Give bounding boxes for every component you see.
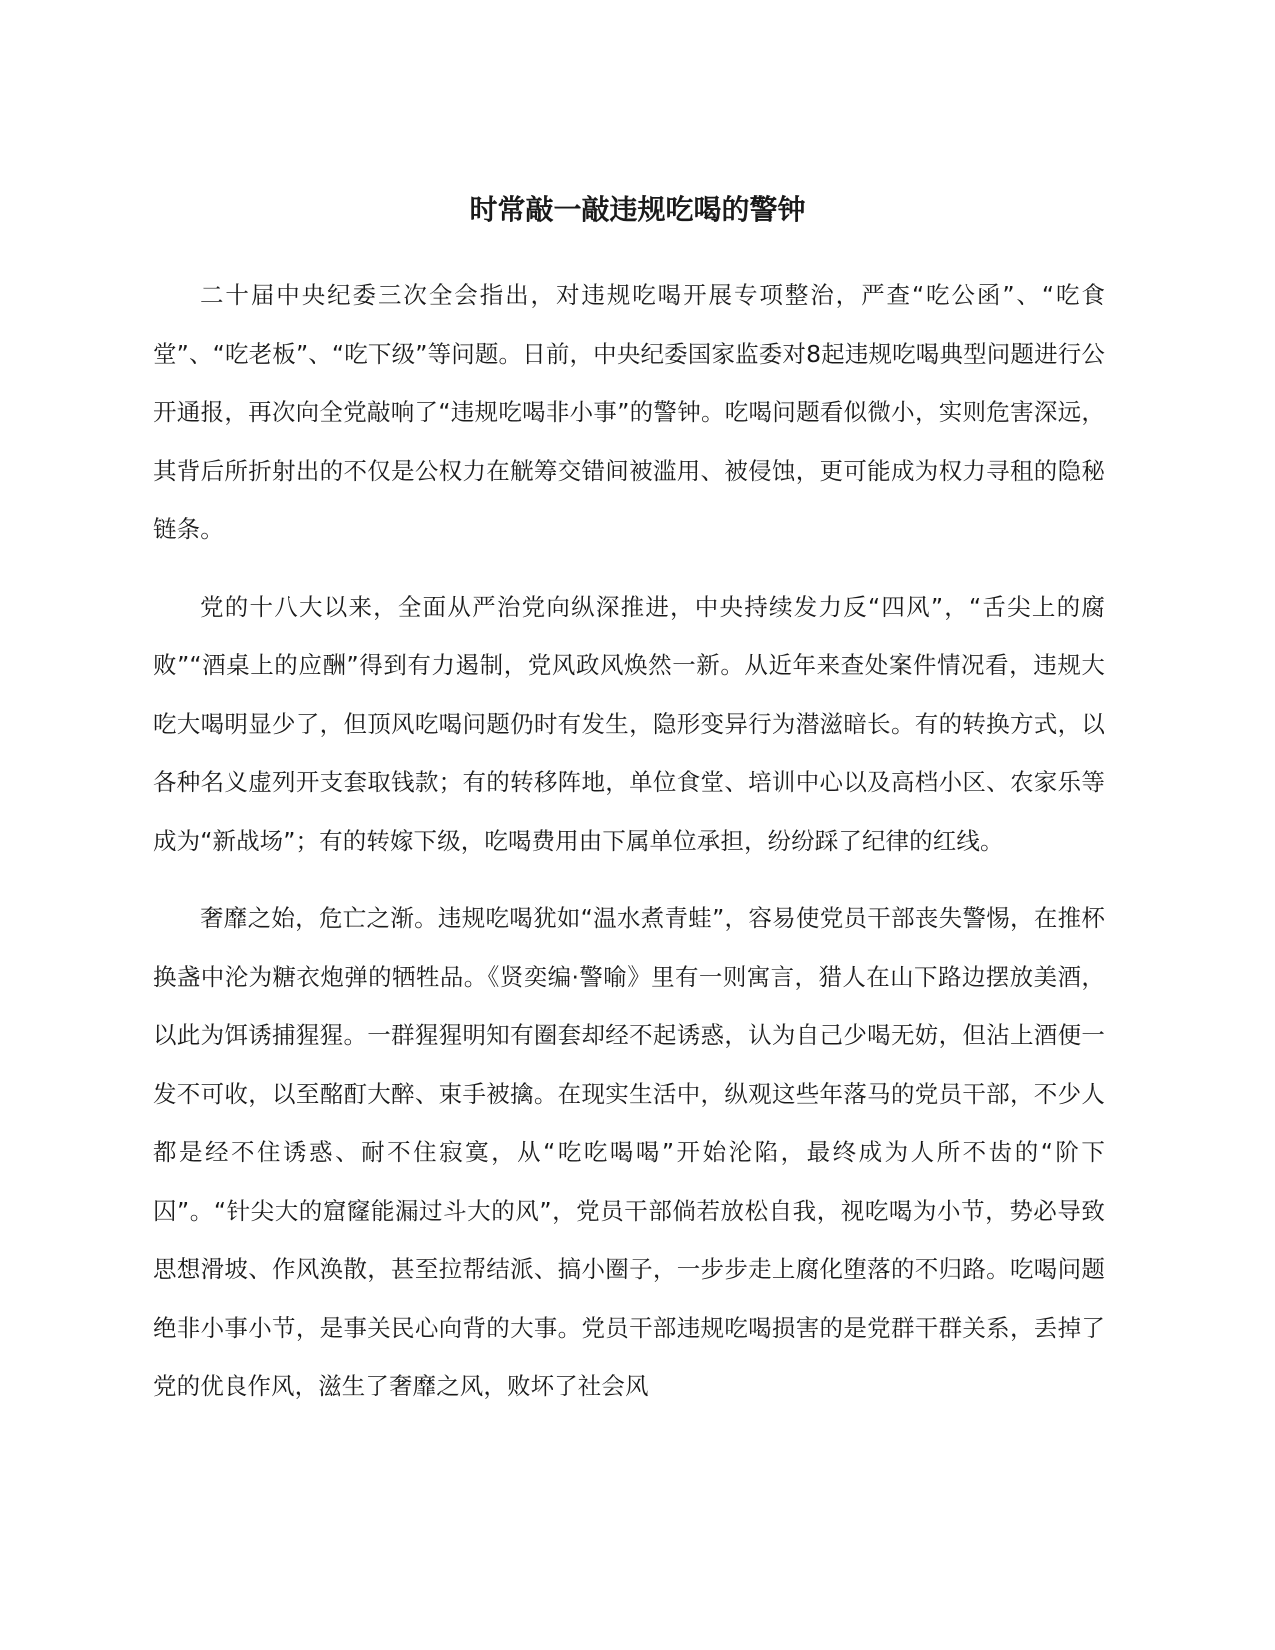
document-title: 时常敲一敲违规吃喝的警钟	[469, 193, 806, 226]
paragraph: 党的十八大以来，全面从严治党向纵深推进，中央持续发力反“四风”，“舌尖上的腐败”“酒桌上的应酬”得到有力遏制，党风政风焕然一新。从近年来查处案件情况看，违规大吃大喝明显少了，但顶风吃喝问题仍时有发生，隐形变异行为潜滋暗长。有的转换方式，以各种名义虚列开支套取钱款；有的转移阵地，单位食堂、培训中心以及高档小区、农家乐等成为“新战场”；有的转嫁下级，吃喝费用由下属单位承担，纷纷踩了纪律的红线。	[153, 592, 1105, 855]
paragraph: 奢靡之始，危亡之渐。违规吃喝犹如“温水煮青蛙”，容易使党员干部丧失警惕，在推杯换盏中沦为糖衣炮弹的牺牲品。《贤奕编·警喻》里有一则寓言，猎人在山下路边摆放美酒，以此为饵诱捕猩猩。一群猩猩明知有圈套却经不起诱惑，认为自己少喝无妨，但沾上酒便一发不可收，以至酩酊大醉、束手被擒。在现实生活中，纵观这些年落马的党员干部，不少人都是经不住诱惑、耐不住寂寞，从“吃吃喝喝”开始沦陷，最终成为人所不齿的“阶下囚”。“针尖大的窟窿能漏过斗大的风”，党员干部倘若放松自我，视吃喝为小节，势必导致思想滑坡、作风涣散，甚至拉帮结派、搞小圈子，一步步走上腐化堕落的不归路。吃喝问题绝非小事小节，是事关民心向背的大事。党员干部违规吃喝损害的是党群干群关系，丢掉了党的优良作风，滋生了奢靡之风，败坏了社会风	[153, 904, 1105, 1400]
paragraph: 二十届中央纪委三次全会指出，对违规吃喝开展专项整治，严查“吃公函”、“吃食堂”、“吃老板”、“吃下级”等问题。日前，中央纪委国家监委对8起违规吃喝典型问题进行公开通报，再次向全党敲响了“违规吃喝非小事”的警钟。吃喝问题看似微小，实则危害深远，其背后所折射出的不仅是公权力在觥筹交错间被滥用、被侵蚀，更可能成为权力寻租的隐秘链条。	[153, 281, 1105, 543]
document-body	[153, 266, 1105, 1435]
